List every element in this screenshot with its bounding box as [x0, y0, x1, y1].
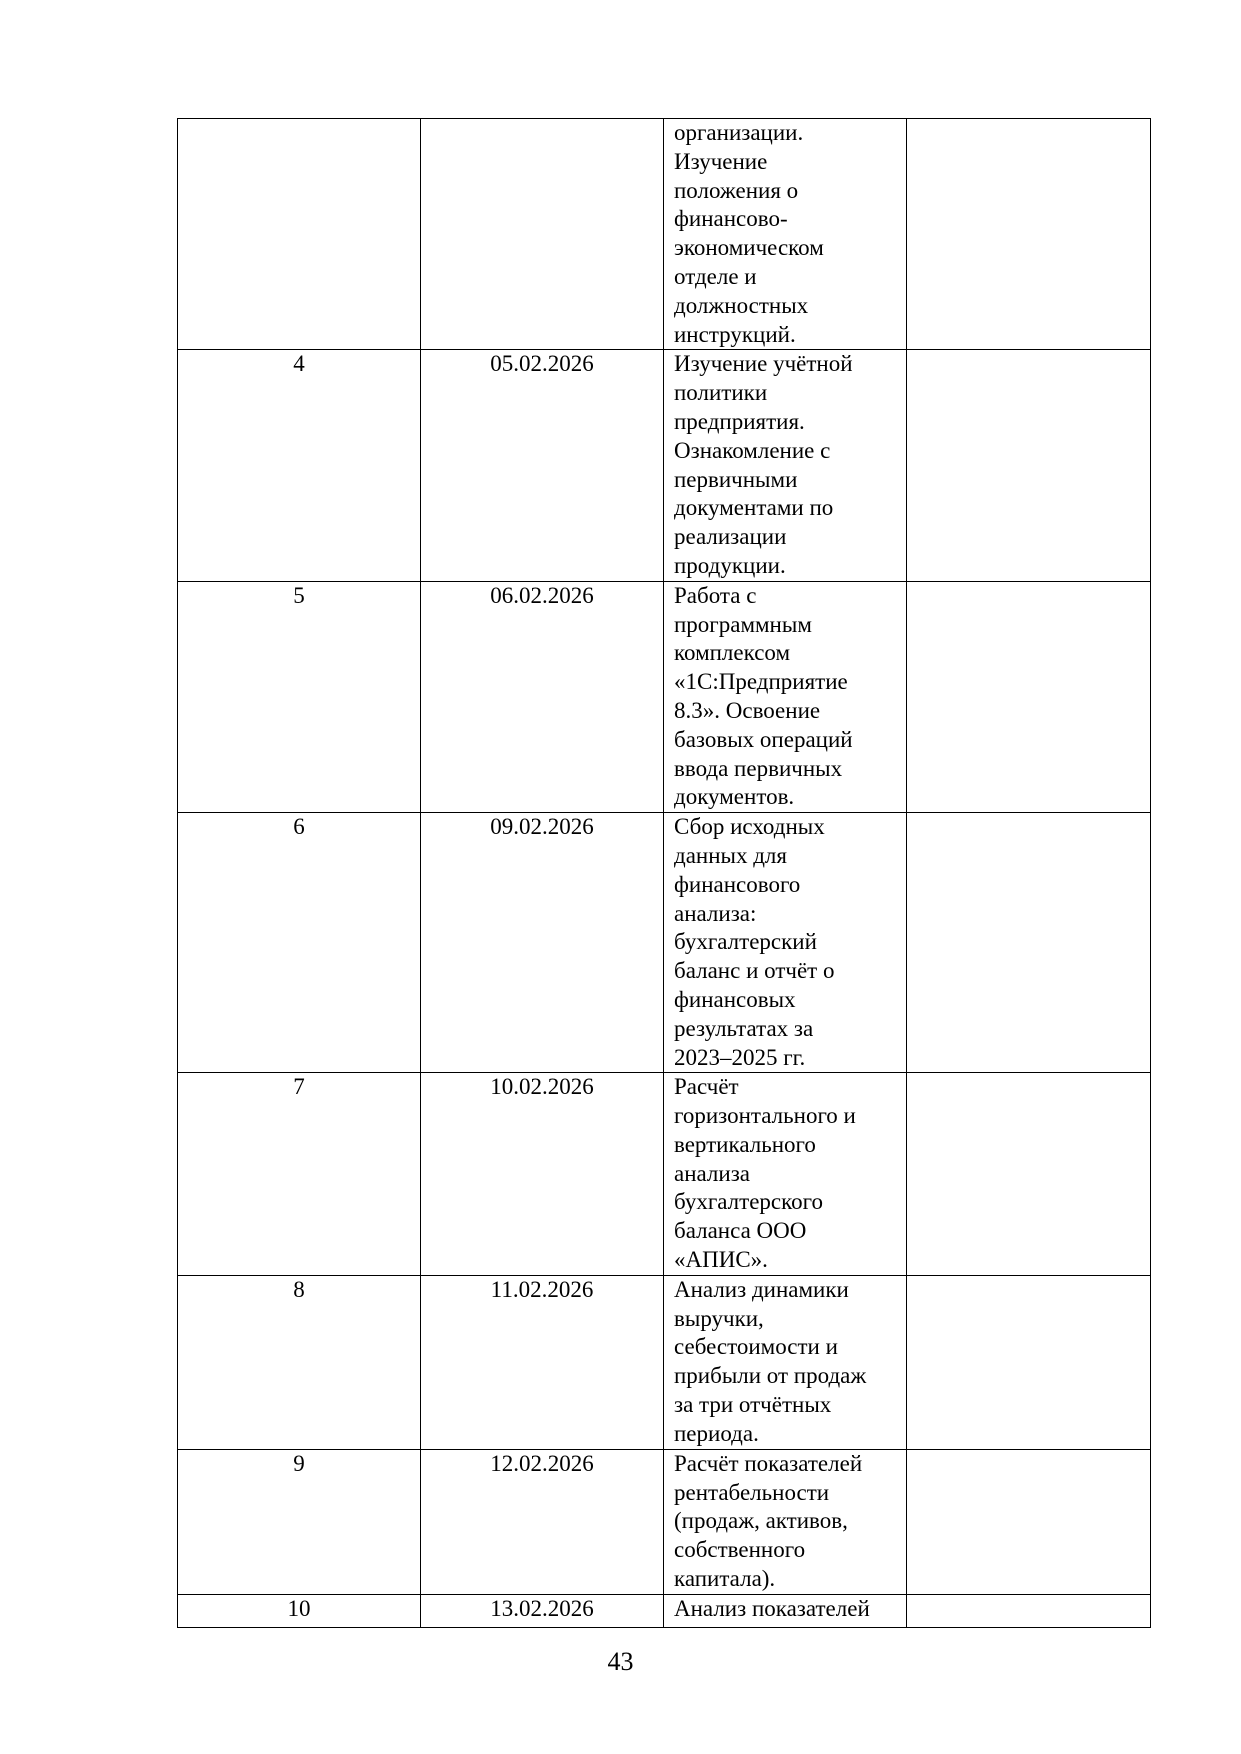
date-cell: 11.02.2026: [421, 1275, 664, 1449]
date-cell: 09.02.2026: [421, 813, 664, 1073]
table-row: [178, 1449, 1151, 1594]
table-row: [178, 119, 1151, 350]
row-number-cell: 6: [178, 813, 421, 1073]
note-cell: [907, 350, 1151, 581]
row-number-cell: 7: [178, 1073, 421, 1276]
work-description-cell: Работа с программным комплексом «1С:Предприятие 8.3». Освоение базовых операций ввода первичных документов.: [664, 581, 907, 812]
row-number-cell: 5: [178, 581, 421, 812]
note-cell: [907, 813, 1151, 1073]
date-cell: 12.02.2026: [421, 1449, 664, 1594]
note-cell: [907, 1073, 1151, 1276]
note-cell: [907, 119, 1151, 350]
date-cell: 13.02.2026: [421, 1594, 664, 1627]
note-cell: [907, 1594, 1151, 1627]
table-row: [178, 1594, 1151, 1627]
work-description-cell: Расчёт показателей рентабельности (продаж, активов, собственного капитала).: [664, 1449, 907, 1594]
table-row: [178, 1275, 1151, 1449]
page-number: 43: [607, 1647, 634, 1676]
table-row: [178, 813, 1151, 1073]
work-description-cell: Сбор исходных данных для финансового анализа: бухгалтерский баланс и отчёт о финансовых результатах за 2023–2025 гг.: [664, 813, 907, 1073]
note-cell: [907, 1449, 1151, 1594]
date-cell: 06.02.2026: [421, 581, 664, 812]
work-description-cell: Анализ динамики выручки, себестоимости и прибыли от продаж за три отчётных периода.: [664, 1275, 907, 1449]
work-description-cell: Анализ показателей: [664, 1594, 907, 1627]
row-number-cell: 4: [178, 350, 421, 581]
row-number-cell: [178, 119, 421, 350]
row-number-cell: 10: [178, 1594, 421, 1627]
date-cell: 05.02.2026: [421, 350, 664, 581]
work-description-cell: Изучение учётной политики предприятия. Ознакомление с первичными документами по реализации продукции.: [664, 350, 907, 581]
row-number-cell: 9: [178, 1449, 421, 1594]
note-cell: [907, 581, 1151, 812]
date-cell: [421, 119, 664, 350]
table-row: [178, 350, 1151, 581]
table-row: [178, 581, 1151, 812]
row-number-cell: 8: [178, 1275, 421, 1449]
work-description-cell: организации. Изучение положения о финансово- экономическом отделе и должностных инструкций.: [664, 119, 907, 350]
practice-journal-table: [177, 118, 1151, 1628]
note-cell: [907, 1275, 1151, 1449]
work-description-cell: Расчёт горизонтального и вертикального анализа бухгалтерского баланса ООО «АПИС».: [664, 1073, 907, 1276]
table-row: [178, 1073, 1151, 1276]
date-cell: 10.02.2026: [421, 1073, 664, 1276]
